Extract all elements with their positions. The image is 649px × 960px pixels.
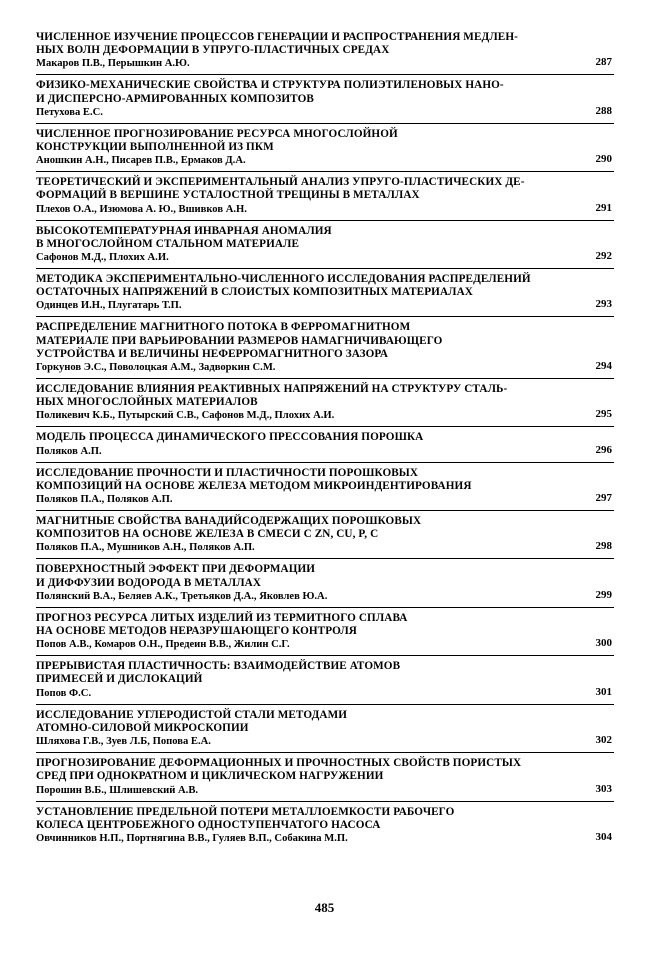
- entry-title: ПОВЕРХНОСТНЫЙ ЭФФЕКТ ПРИ ДЕФОРМАЦИИ И ДИФФУЗИИ ВОДОРОДА В МЕТАЛЛАХ: [36, 563, 316, 589]
- entry-authors: Поляков П.А., Мушников А.Н., Поляков А.П.: [36, 542, 255, 554]
- entry-title: МАГНИТНЫЕ СВОЙСТВА ВАНАДИЙСОДЕРЖАЩИХ ПОРОШКОВЫХ КОМПОЗИТОВ НА ОСНОВЕ ЖЕЛЕЗА В СМЕСИ С ZN, CU, P, C: [36, 515, 422, 541]
- entry-title: ЧИСЛЕННОЕ ИЗУЧЕНИЕ ПРОЦЕССОВ ГЕНЕРАЦИИ И РАСПРОСТРАНЕНИЯ МЕДЛЕН- НЫХ ВОЛН ДЕФОРМАЦИИ В УПРУГО-ПЛАСТИЧНЫХ СРЕДАХ: [36, 31, 518, 57]
- entry-page: 295: [595, 408, 612, 421]
- entry-title: МЕТОДИКА ЭКСПЕРИМЕНТАЛЬНО-ЧИСЛЕННОГО ИССЛЕДОВАНИЯ РАСПРЕДЕЛЕНИЙ ОСТАТОЧНЫХ НАПРЯЖЕНИЙ В СЛОИСТЫХ КОМПОЗИТНЫХ МАТЕРИАЛАХ: [36, 273, 531, 299]
- toc-entry: [36, 321, 614, 379]
- toc-entry: [36, 515, 614, 559]
- entry-title: ФИЗИКО-МЕХАНИЧЕСКИЕ СВОЙСТВА И СТРУКТУРА ПОЛИЭТИЛЕНОВЫХ НАНО- И ДИСПЕРСНО-АРМИРОВАННЫХ КОМПОЗИТОВ: [36, 79, 504, 105]
- entry-authors: Аношкин А.Н., Писарев П.В., Ермаков Д.А.: [36, 155, 246, 167]
- toc-entry: [36, 225, 614, 269]
- entry-title: ПРОГНОЗ РЕСУРСА ЛИТЫХ ИЗДЕЛИЙ ИЗ ТЕРМИТНОГО СПЛАВА НА ОСНОВЕ МЕТОДОВ НЕРАЗРУШАЮЩЕГО КОНТРОЛЯ: [36, 611, 408, 638]
- entry-authors: Горкунов Э.С., Поволоцкая А.М., Задворкин С.М.: [36, 362, 276, 374]
- entry-page: 297: [595, 492, 612, 505]
- toc-entry: [36, 806, 614, 849]
- toc-entry: [36, 612, 614, 656]
- entry-title: ПРОГНОЗИРОВАНИЕ ДЕФОРМАЦИОННЫХ И ПРОЧНОСТНЫХ СВОЙСТВ ПОРИСТЫХ СРЕД ПРИ ОДНОКРАТНОМ И ЦИКЛИЧЕСКОМ НАГРУЖЕНИИ: [36, 757, 522, 783]
- entry-title: ИССЛЕДОВАНИЕ УГЛЕРОДИСТОЙ СТАЛИ МЕТОДАМИ АТОМНО-СИЛОВОЙ МИКРОСКОПИИ: [36, 708, 348, 734]
- entry-page: 298: [595, 540, 612, 553]
- entry-title: ИССЛЕДОВАНИЕ ВЛИЯНИЯ РЕАКТИВНЫХ НАПРЯЖЕНИЙ НА СТРУКТУРУ СТАЛЬ- НЫХ МНОГОСЛОЙНЫХ МАТЕРИАЛОВ: [36, 383, 508, 409]
- entry-title: ТЕОРЕТИЧЕСКИЙ И ЭКСПЕРИМЕНТАЛЬНЫЙ АНАЛИЗ УПРУГО-ПЛАСТИЧЕСКИХ ДЕ- ФОРМАЦИЙ В ВЕРШИНЕ УСТАЛОСТНОЙ ТРЕЩИНЫ В МЕТАЛЛАХ: [36, 176, 525, 202]
- entry-title: ПРЕРЫВИСТАЯ ПЛАСТИЧНОСТЬ: ВЗАИМОДЕЙСТВИЕ АТОМОВ ПРИМЕСЕЙ И ДИСЛОКАЦИЙ: [36, 660, 401, 686]
- entry-page: 300: [595, 637, 612, 650]
- entry-page: 294: [595, 360, 612, 373]
- entry-authors: Порошин В.Б., Шлишевский А.В.: [36, 784, 199, 796]
- entry-title: МОДЕЛЬ ПРОЦЕССА ДИНАМИЧЕСКОГО ПРЕССОВАНИЯ ПОРОШКА: [36, 431, 424, 444]
- entry-title: ЧИСЛЕННОЕ ПРОГНОЗИРОВАНИЕ РЕСУРСА МНОГОСЛОЙНОЙ КОНСТРУКЦИИ ВЫПОЛНЕННОЙ ИЗ ПКМ: [36, 127, 398, 154]
- entry-page: 288: [595, 104, 612, 117]
- page-number: 485: [314, 900, 335, 915]
- entry-title: УСТАНОВЛЕНИЕ ПРЕДЕЛЬНОЙ ПОТЕРИ МЕТАЛЛОЕМКОСТИ РАБОЧЕГО КОЛЕСА ЦЕНТРОБЕЖНОГО ОДНОСТУПЕНЧАТОГО НАСОСА: [36, 805, 455, 831]
- entry-title: ИССЛЕДОВАНИЕ ПРОЧНОСТИ И ПЛАСТИЧНОСТИ ПОРОШКОВЫХ КОМПОЗИЦИЙ НА ОСНОВЕ ЖЕЛЕЗА МЕТОДОМ МИКРОИНДЕНТИРОВАНИЯ: [36, 466, 472, 492]
- entry-authors: Макаров П.В., Перышкин А.Ю.: [36, 58, 190, 70]
- toc-entry: [36, 31, 614, 75]
- toc-entry: [36, 79, 614, 123]
- entry-authors: Поляков П.А., Поляков А.П.: [36, 494, 173, 506]
- toc-entry: [36, 563, 614, 607]
- entry-title: РАСПРЕДЕЛЕНИЕ МАГНИТНОГО ПОТОКА В ФЕРРОМАГНИТНОМ МАТЕРИАЛЕ ПРИ ВАРЬИРОВАНИИ РАЗМЕРОВ НАМАГНИЧИВАЮЩЕГО УСТРОЙСТВА И ВЕЛИЧИНЫ НЕФЕРРОМАГНИТНОГО ЗАЗОРА: [36, 321, 443, 360]
- toc-entry: [36, 176, 614, 220]
- entry-page: 293: [595, 298, 612, 311]
- toc-entry: [36, 660, 614, 704]
- entry-page: 301: [595, 685, 612, 698]
- entry-authors: Поликевич К.Б., Путырский С.В., Сафонов М.Д., Плохих А.И.: [36, 410, 335, 422]
- toc-entry: [36, 273, 614, 317]
- entry-page: 291: [595, 201, 612, 214]
- entry-authors: Петухова Е.С.: [36, 106, 103, 118]
- entry-page: 290: [595, 153, 612, 166]
- entry-authors: Овчинников Н.П., Портнягина В.В., Гуляев В.П., Собакина М.П.: [36, 832, 348, 844]
- entry-authors: Поляков А.П.: [36, 445, 102, 457]
- entry-page: 302: [595, 734, 612, 747]
- entry-page: 299: [595, 588, 612, 601]
- entry-page: 304: [595, 830, 612, 843]
- table-of-contents: [36, 31, 614, 853]
- entry-page: 296: [595, 443, 612, 456]
- entry-authors: Полянский В.А., Беляев А.К., Третьяков Д.А., Яковлев Ю.А.: [36, 590, 328, 602]
- toc-entry: [36, 431, 614, 462]
- entry-authors: Сафонов М.Д., Плохих А.И.: [36, 252, 169, 264]
- toc-entry: [36, 128, 614, 172]
- entry-authors: Шляхова Г.В., Зуев Л.Б, Попова Е.А.: [36, 736, 211, 748]
- entry-authors: Попов А.В., Комаров О.Н., Предеин В.В., Жилин С.Г.: [36, 639, 290, 651]
- entry-authors: Попов Ф.С.: [36, 687, 92, 699]
- entry-page: 287: [595, 56, 612, 69]
- toc-entry: [36, 383, 614, 427]
- toc-entry: [36, 467, 614, 511]
- toc-entry: [36, 709, 614, 753]
- toc-entry: [36, 757, 614, 801]
- entry-title: ВЫСОКОТЕМПЕРАТУРНАЯ ИНВАРНАЯ АНОМАЛИЯ В МНОГОСЛОЙНОМ СТАЛЬНОМ МАТЕРИАЛЕ: [36, 224, 332, 250]
- entry-page: 303: [595, 782, 612, 795]
- entry-page: 292: [595, 250, 612, 263]
- entry-authors: Одинцев И.Н., Плугатарь Т.П.: [36, 300, 182, 312]
- entry-authors: Плехов О.А., Изюмова А. Ю., Вшивков А.Н.: [36, 203, 247, 215]
